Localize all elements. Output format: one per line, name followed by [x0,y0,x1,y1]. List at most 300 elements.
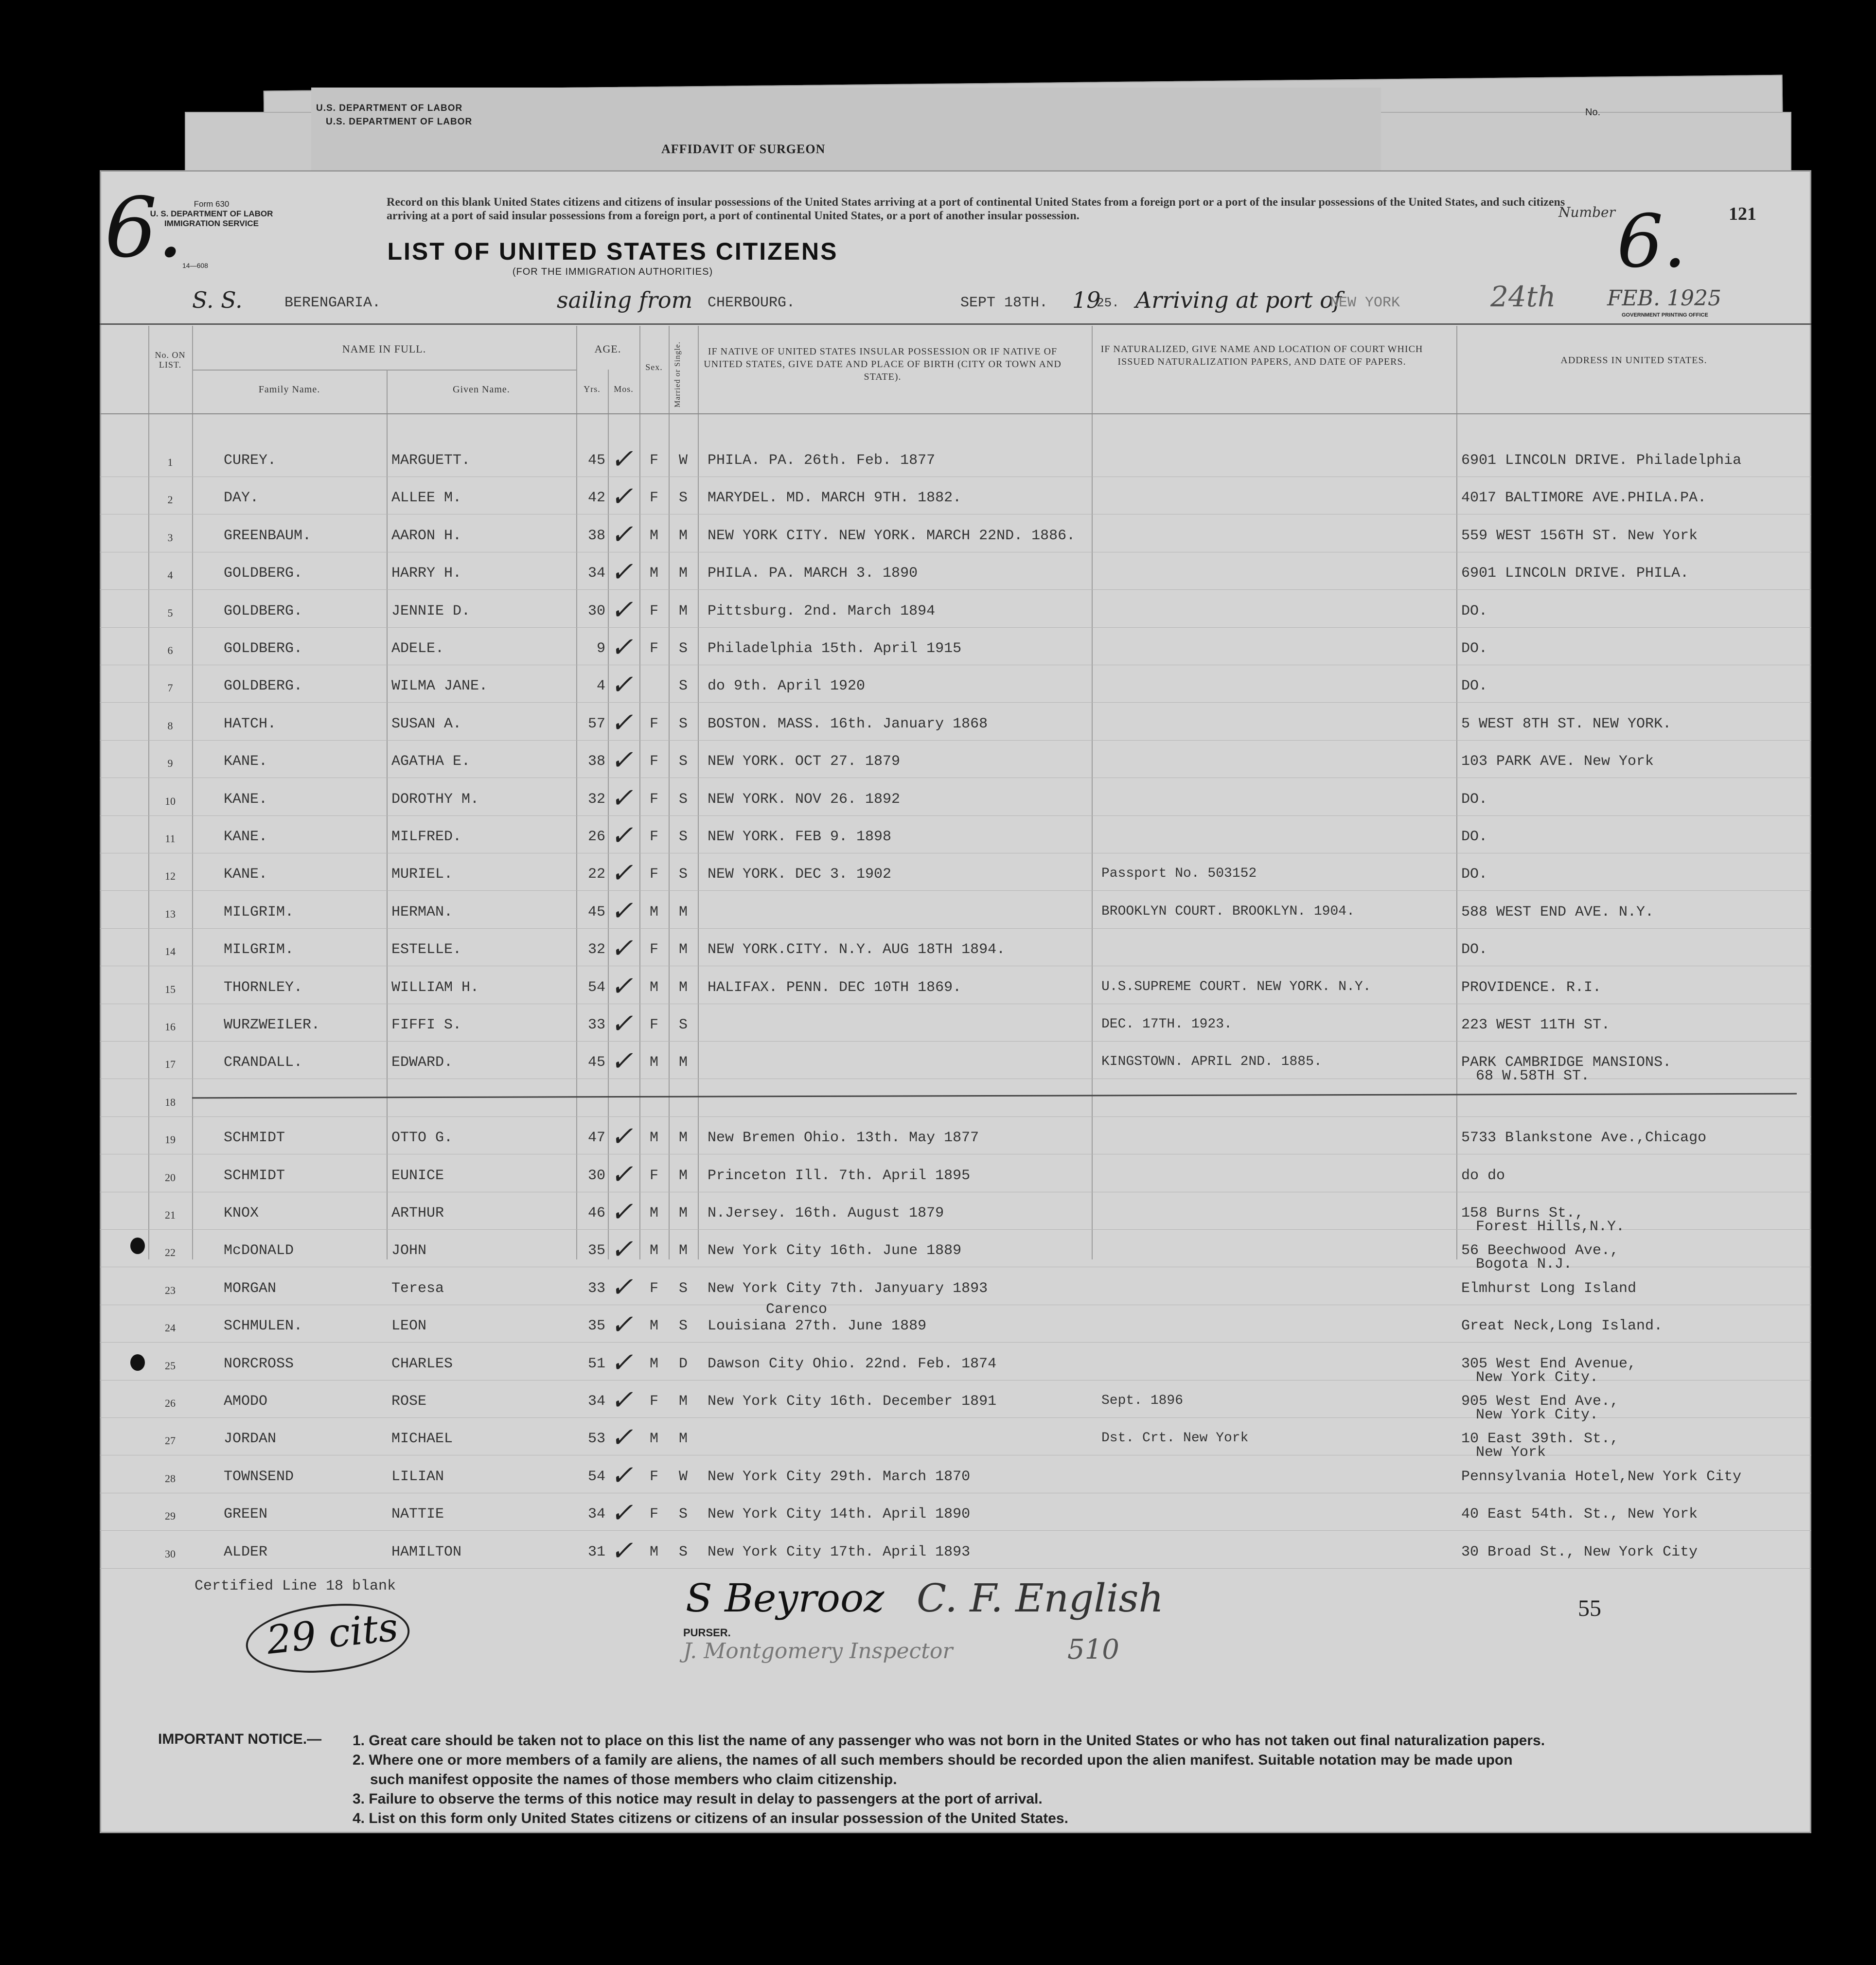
family-name: CRANDALL. [224,1054,303,1071]
col-mos: Mos. [614,384,634,394]
row-rule [100,815,1811,816]
age-years: 54 [587,1468,605,1485]
row-number: 28 [165,1472,176,1485]
check-mark-icon: ✓ [610,1535,633,1567]
row-number: 20 [165,1171,176,1184]
sex: M [649,1054,658,1071]
address: do do [1461,1167,1505,1184]
birth-info: New York City 29th. March 1870 [708,1468,971,1485]
form-dept: U. S. DEPARTMENT OF LABOR [150,209,273,218]
family-name: AMODO [224,1393,268,1410]
age-years: 34 [587,565,605,582]
sex: F [649,1017,658,1033]
sex: F [649,941,658,958]
check-mark-icon: ✓ [610,1271,633,1303]
age-years: 45 [587,1054,605,1071]
age-years: 53 [587,1431,605,1448]
row-rule [100,1342,1811,1343]
age-years: 45 [587,903,605,921]
check-mark-icon: ✓ [610,1196,633,1228]
sex: M [649,565,658,582]
birth-info: NEW YORK. OCT 27. 1879 [708,753,901,770]
col-age: AGE. [594,343,621,355]
row-number: 7 [167,682,173,694]
marital-status: M [678,979,688,996]
address-line-2: 68 W.58TH ST. [1476,1068,1590,1085]
address: 305 West End Avenue, [1461,1355,1637,1372]
address: 588 WEST END AVE. N.Y. [1461,903,1654,921]
age-years: 32 [587,941,605,958]
sex: M [649,979,658,996]
circled-count-text: 29 cits [264,1604,401,1663]
row-rule [100,702,1811,703]
hw-510: 510 [1067,1634,1119,1665]
check-mark-icon: ✓ [610,857,633,889]
row-number: 13 [165,907,176,920]
birth-info: PHILA. PA. 26th. Feb. 1877 [708,452,936,469]
naturalization: BROOKLYN COURT. BROOKLYN. 1904. [1101,903,1355,919]
address-line-2: New York [1476,1444,1546,1461]
check-mark-icon: ✓ [610,744,633,777]
marital-status: M [678,1242,688,1259]
address: 559 WEST 156TH ST. New York [1461,527,1698,544]
family-name: MILGRIM. [224,903,294,921]
address-line-2: Bogota N.J. [1476,1256,1573,1273]
check-mark-icon: ✓ [610,556,633,588]
naturalization: Dst. Crt. New York [1101,1431,1249,1446]
col-birth: IF NATIVE OF UNITED STATES INSULAR POSSESSION OR IF NATIVE OF UNITED STATES, GIVE DATE AND PLACE OF BIRTH (CITY OR TOWN AND STATE). [704,346,1062,382]
address: 158 Burns St., [1461,1205,1584,1221]
family-name: MORGAN [224,1280,277,1297]
birth-info: New York City 17th. April 1893 [708,1543,971,1560]
given-name: HARRY H. [391,565,462,582]
row-number: 3 [167,531,173,544]
birth-info: N.Jersey. 16th. August 1879 [708,1205,944,1221]
inspector-hand: J. Montgomery Inspector [683,1639,953,1664]
marital-status: M [678,1167,688,1184]
given-name: MARGUETT. [391,452,471,469]
family-name: DAY. [224,490,259,507]
given-name: NATTIE [391,1506,444,1523]
row-rule [100,928,1811,929]
row-number: 21 [165,1209,176,1221]
family-name: SCHMIDT [224,1167,285,1184]
sex: M [649,1318,658,1335]
vline-4 [576,326,577,1259]
col-yrs: Yrs. [584,384,601,394]
age-years: 35 [587,1318,605,1335]
age-years: 33 [587,1280,605,1297]
row-number: 23 [165,1284,176,1296]
row-number: 25 [165,1359,176,1372]
sex: F [649,866,658,883]
col-naturalized: IF NATURALIZED, GIVE NAME AND LOCATION OF COURT WHICH ISSUED NATURALIZATION PAPERS, AND DATE OF PAPERS. [1100,344,1423,367]
birth-info: NEW YORK. NOV 26. 1892 [708,791,901,808]
row-number: 17 [165,1058,176,1071]
birth-info: NEW YORK. FEB 9. 1898 [708,829,892,845]
age-years: 4 [596,678,605,695]
row-number: 1 [167,456,173,468]
marital-status: M [678,1130,688,1147]
check-mark-icon: ✓ [610,1346,633,1379]
family-name: KANE. [224,829,268,845]
punch-hole-2 [130,1354,145,1371]
row-number: 19 [165,1133,176,1146]
family-name: GOLDBERG. [224,640,303,657]
birth-info: New Bremen Ohio. 13th. May 1877 [708,1130,979,1147]
family-name: KANE. [224,866,268,883]
check-mark-icon: ✓ [610,1459,633,1491]
col-given: Given Name. [453,384,510,395]
check-mark-icon: ✓ [610,1045,633,1078]
address: 10 East 39th. St., [1461,1431,1619,1448]
row-rule [100,1568,1811,1569]
address: DO. [1461,791,1488,808]
birth-place-above: Carenco [766,1301,828,1318]
age-years: 46 [587,1205,605,1221]
given-name: HERMAN. [391,903,453,921]
check-mark-icon: ✓ [610,895,633,927]
given-name: ROSE [391,1393,427,1410]
family-name: GOLDBERG. [224,565,303,582]
age-years: 31 [587,1543,605,1560]
row-number: 14 [165,945,176,958]
marital-status: W [678,1468,688,1485]
sex: F [649,640,658,657]
row-number: 6 [167,644,173,656]
check-mark-icon: ✓ [610,970,633,1002]
affidavit-title: AFFIDAVIT OF SURGEON [661,142,826,156]
birth-info: New York City 14th. April 1890 [708,1506,971,1523]
sex: F [649,490,658,507]
naturalization: DEC. 17TH. 1923. [1101,1017,1232,1032]
check-mark-icon: ✓ [610,1008,633,1040]
given-name: HAMILTON [391,1543,462,1560]
page-title: LIST OF UNITED STATES CITIZENS [387,238,838,265]
given-name: FIFFI S. [391,1017,462,1033]
given-name: OTTO G. [391,1130,453,1147]
marital-status: M [678,1054,688,1071]
notice-items [353,1731,1811,1828]
row-number: 18 [165,1096,176,1108]
address: PARK CAMBRIDGE MANSIONS. [1461,1054,1672,1071]
age-years: 26 [587,829,605,845]
notice-title: IMPORTANT NOTICE.— [158,1731,322,1747]
sex: F [649,1167,658,1184]
sex: F [649,1506,658,1523]
address: 905 West End Ave., [1461,1393,1619,1410]
sex: F [649,829,658,845]
age-years: 38 [587,527,605,544]
address: 6901 LINCOLN DRIVE. Philadelphia [1461,452,1742,469]
age-years: 34 [587,1393,605,1410]
row-rule [100,1530,1811,1531]
given-name: ARTHUR [391,1205,444,1221]
sex: F [649,452,658,469]
marital-status: S [678,678,688,695]
age-years: 42 [587,490,605,507]
row-number: 27 [165,1434,176,1447]
name-divider [192,370,576,371]
col-address: ADDRESS IN UNITED STATES. [1560,355,1707,366]
check-mark-icon: ✓ [610,518,633,550]
notice-item-1: 1. Great care should be taken not to place on this list the name of any passenger who was not born in the United States or who has not taken out final naturalization papers. [353,1733,1545,1749]
sex: F [649,1280,658,1297]
family-name: GREENBAUM. [224,527,312,544]
birth-info: Louisiana 27th. June 1889 [708,1318,927,1335]
row-number: 22 [165,1246,176,1259]
birth-info: Philadelphia 15th. April 1915 [708,640,962,657]
address: Pennsylvania Hotel,New York City [1461,1468,1742,1485]
marital-status: S [678,829,688,845]
punch-hole-1 [130,1238,145,1254]
sex: F [649,1468,658,1485]
family-name: GOLDBERG. [224,602,303,620]
family-name: WURZWEILER. [224,1017,320,1033]
row-number: 12 [165,870,176,883]
row-rule [100,1041,1811,1042]
naturalization: KINGSTOWN. APRIL 2ND. 1885. [1101,1054,1322,1070]
naturalization: Sept. 1896 [1101,1393,1184,1408]
row-number: 2 [167,494,173,506]
row-number: 10 [165,795,176,807]
given-name: CHARLES [391,1355,453,1372]
given-name: DOROTHY M. [391,791,479,808]
gpo-imprint: GOVERNMENT PRINTING OFFICE [1622,312,1708,318]
form-number: Form 630 [194,199,230,209]
address: DO. [1461,678,1488,695]
birth-info: BOSTON. MASS. 16th. January 1868 [708,715,988,732]
address: DO. [1461,640,1488,657]
address: 56 Beechwood Ave., [1461,1242,1619,1259]
given-name: LEON [391,1318,427,1335]
check-mark-icon: ✓ [610,1121,633,1153]
marital-status: M [678,602,688,620]
check-mark-icon: ✓ [610,669,633,701]
check-mark-icon: ✓ [610,1158,633,1190]
number-handwritten: 6. [1617,199,1687,284]
marital-status: M [678,941,688,958]
sex: F [649,753,658,770]
col-family: Family Name. [258,384,320,395]
address-line-2: New York City. [1476,1407,1599,1423]
form-info [143,199,280,229]
family-name: GOLDBERG. [224,678,303,695]
header-rule [100,323,1811,325]
family-name: ALDER [224,1543,268,1560]
address: 30 Broad St., New York City [1461,1543,1698,1560]
marital-status: M [678,565,688,582]
row-rule [100,890,1811,891]
row-number: 24 [165,1322,176,1334]
marital-status: S [678,715,688,732]
naturalization: U.S.SUPREME COURT. NEW YORK. N.Y. [1101,979,1371,994]
number-label: Number [1558,204,1615,220]
ss-label: S. S. [192,287,243,313]
notice-item-4: 4. List on this form only United States citizens or citizens of an insular possession of the United States. [353,1810,1068,1826]
marital-status: S [678,753,688,770]
sex: M [649,1355,658,1372]
birth-info: HALIFAX. PENN. DEC 10TH 1869. [708,979,962,996]
sex: F [649,791,658,808]
marital-status: M [678,1205,688,1221]
row-number: 29 [165,1510,176,1522]
row-number: 9 [167,757,173,770]
sex: F [649,1393,658,1410]
marital-status: S [678,1506,688,1523]
form-code: 14—608 [182,262,208,269]
marital-status: S [678,791,688,808]
sex: F [649,602,658,620]
age-years: 34 [587,1506,605,1523]
ship-name: BERENGARIA. [284,295,381,311]
marital-status: S [678,1318,688,1335]
header-bottom-rule [100,413,1811,414]
purser-signature: S Beyrooz [686,1576,885,1621]
row-number: 15 [165,983,176,995]
notice-item-3: 3. Failure to observe the terms of this notice may result in delay to passengers at the port of arrival. [353,1791,1043,1807]
given-name: JOHN [391,1242,427,1259]
vline-8 [698,326,699,1259]
notice-item-2b: such manifest opposite the names of those members who claim citizenship. [370,1771,897,1788]
check-mark-icon: ✓ [610,1422,633,1454]
inspector-signature: C. F. English [917,1576,1164,1621]
birth-info: NEW YORK.CITY. N.Y. AUG 18TH 1894. [708,941,1006,958]
address: DO. [1461,829,1488,845]
given-name: AARON H. [391,527,462,544]
age-years: 30 [587,1167,605,1184]
col-married: Married or Single. [673,341,682,407]
age-years: 47 [587,1130,605,1147]
row-number: 4 [167,569,173,582]
given-name: ESTELLE. [391,941,462,958]
circled-count [243,1596,413,1681]
purser-label: PURSER. [683,1627,731,1639]
marital-status: M [678,1431,688,1448]
row-number: 26 [165,1397,176,1409]
age-years: 30 [587,602,605,620]
family-name: NORCROSS [224,1355,294,1372]
family-name: CUREY. [224,452,277,469]
address: 5 WEST 8TH ST. NEW YORK. [1461,715,1672,732]
port-from: CHERBOURG. [708,295,796,311]
marital-status: S [678,1280,688,1297]
col-sex: Sex. [645,362,663,372]
age-years: 9 [596,640,605,657]
page-count: 55 [1578,1595,1601,1621]
check-mark-icon: ✓ [610,1309,633,1341]
age-years: 54 [587,979,605,996]
dept-line-2: U.S. DEPARTMENT OF LABOR [326,117,473,127]
birth-info: NEW YORK. DEC 3. 1902 [708,866,892,883]
year-suffix: 25. [1097,296,1119,310]
certified-note: Certified Line 18 blank [195,1578,396,1594]
birth-info: NEW YORK CITY. NEW YORK. MARCH 22ND. 1886. [708,527,1076,544]
given-name: ALLEE M. [391,490,462,507]
given-name: MICHAEL [391,1431,453,1448]
corner-mark: 6. [105,180,184,276]
col-no: No. ON LIST. [155,350,186,370]
row-number: 5 [167,606,173,619]
address: Great Neck,Long Island. [1461,1318,1663,1335]
check-mark-icon: ✓ [610,1497,633,1529]
row-rule [100,627,1811,628]
given-name: JENNIE D. [391,602,471,620]
arrival-day: 24th [1490,280,1556,313]
naturalization: Passport No. 503152 [1101,866,1257,882]
family-name: JORDAN [224,1431,277,1448]
address: 6901 LINCOLN DRIVE. PHILA. [1461,565,1689,582]
age-years: 33 [587,1017,605,1033]
sex: M [649,1205,658,1221]
address: 4017 BALTIMORE AVE.PHILA.PA. [1461,490,1707,507]
marital-status: S [678,1543,688,1560]
family-name: TOWNSEND [224,1468,294,1485]
marital-status: W [678,452,688,469]
arrival-month-year: FEB. 1925 [1607,286,1721,311]
row-rule [100,589,1811,590]
sailing-date: SEPT 18TH. [960,295,1048,311]
vline-10 [1456,326,1457,1259]
check-mark-icon: ✓ [610,443,633,475]
sex: M [649,1130,658,1147]
address: 5733 Blankstone Ave.,Chicago [1461,1130,1707,1147]
given-name: Teresa [391,1280,444,1297]
given-name: WILLIAM H. [391,979,479,996]
family-name: SCHMULEN. [224,1318,303,1335]
marital-status: S [678,490,688,507]
check-mark-icon: ✓ [610,1384,633,1416]
birth-info: do 9th. April 1920 [708,678,866,695]
age-years: 32 [587,791,605,808]
address-line-2: New York City. [1476,1369,1599,1386]
address: DO. [1461,866,1488,883]
row-rule [100,1116,1811,1117]
given-name: MILFRED. [391,829,462,845]
marital-status: S [678,1017,688,1033]
birth-info: New York City 16th. December 1891 [708,1393,997,1410]
col-name-in-full: NAME IN FULL. [342,343,426,355]
family-name: HATCH. [224,715,277,732]
birth-info: Pittsburg. 2nd. March 1894 [708,602,936,620]
given-name: ADELE. [391,640,444,657]
birth-info: New York City 16th. June 1889 [708,1242,962,1259]
address: DO. [1461,941,1488,958]
age-years: 38 [587,753,605,770]
arriving-label: Arriving at port of [1135,287,1342,313]
sex: M [649,1543,658,1560]
address-line-2: Forest Hills,N.Y. [1476,1219,1625,1235]
family-name: THORNLEY. [224,979,303,996]
age-years: 57 [587,715,605,732]
check-mark-icon: ✓ [610,632,633,663]
check-mark-icon: ✓ [610,707,633,739]
family-name: GREEN [224,1506,268,1523]
citizens-list-form [100,170,1811,1833]
address: 103 PARK AVE. New York [1461,753,1654,770]
address: 223 WEST 11TH ST. [1461,1017,1611,1033]
sex: M [649,1431,658,1448]
given-name: WILMA JANE. [391,678,488,695]
address: Elmhurst Long Island [1461,1280,1637,1297]
year-prefix: 19 [1072,287,1101,313]
given-name: AGATHA E. [391,753,471,770]
check-mark-icon: ✓ [610,782,633,814]
arrival-port: NEW YORK [1330,295,1400,311]
vline-2 [192,326,193,1259]
birth-info: Dawson City Ohio. 22nd. Feb. 1874 [708,1355,997,1372]
row-number: 30 [165,1547,176,1560]
